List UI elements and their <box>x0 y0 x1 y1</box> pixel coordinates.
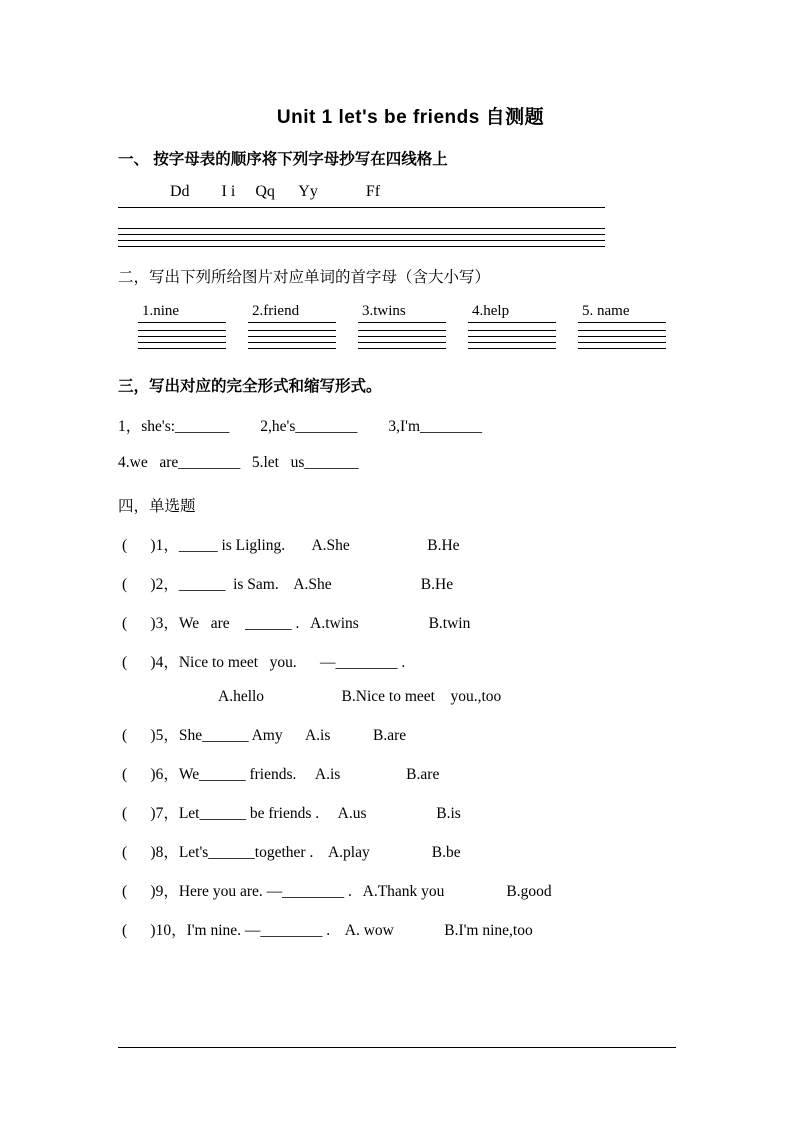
word-label: 1.nine <box>142 303 180 319</box>
section-three-heading: 三，写出对应的完全形式和缩写形式。 <box>118 378 382 395</box>
staff-line <box>138 322 226 323</box>
section-two-heading: 二，写出下列所给图片对应单词的首字母（含大小写） <box>118 269 491 286</box>
question-3: ( )3，We are ______ . A.twins B.twin <box>122 615 471 632</box>
page-title: Unit 1 let's be friends 自测题 <box>276 107 545 128</box>
question-9: ( )9，Here you are. —________ . A.Thank you B.good <box>122 883 552 900</box>
staff-line <box>118 207 605 208</box>
staff-line <box>138 348 226 349</box>
staff-line <box>578 330 666 331</box>
staff-line <box>468 342 556 343</box>
staff-line <box>118 240 605 241</box>
section-three-line-1: 1，she's:_______ 2,he's________ 3,I'm________ <box>118 418 483 435</box>
question-2: ( )2，______ is Sam. A.She B.He <box>122 576 454 593</box>
question-4: ( )4，Nice to meet you. —________ . <box>122 654 406 671</box>
staff-line <box>468 336 556 337</box>
mini-staff <box>468 322 556 348</box>
staff-line <box>358 322 446 323</box>
staff-line <box>578 342 666 343</box>
word-label: 2.friend <box>252 303 300 319</box>
mini-staff <box>358 322 446 348</box>
section-one-letters: Dd I i Qq Yy Ff <box>170 183 381 200</box>
question-10: ( )10，I'm nine. —________ . A. wow B.I'm nine,too <box>122 922 533 939</box>
staff-line <box>248 348 336 349</box>
word-label: 3.twins <box>362 303 406 319</box>
staff-line <box>358 348 446 349</box>
footer-divider <box>118 1047 676 1048</box>
word-item <box>248 303 336 348</box>
section-three-line-2: 4.we are________ 5.let us_______ <box>118 454 359 471</box>
word-item <box>138 303 226 348</box>
staff-line <box>118 228 605 229</box>
section-one-heading: 一、 按字母表的顺序将下列字母抄写在四线格上 <box>118 151 448 168</box>
staff-line <box>358 336 446 337</box>
staff-line <box>138 330 226 331</box>
question-4-options: A.hello B.Nice to meet you.,too <box>218 688 502 705</box>
staff-line <box>578 348 666 349</box>
staff-line <box>358 330 446 331</box>
staff-line <box>468 348 556 349</box>
word-item <box>358 303 446 348</box>
question-5: ( )5，She______ Amy A.is B.are <box>122 727 407 744</box>
staff-line <box>118 234 605 235</box>
staff-line <box>248 330 336 331</box>
word-label: 5. name <box>582 303 630 319</box>
question-7: ( )7，Let______ be friends . A.us B.is <box>122 805 461 822</box>
question-6: ( )6，We______ friends. A.is B.are <box>122 766 440 783</box>
staff-line <box>468 322 556 323</box>
four-line-staff <box>118 207 605 249</box>
staff-line <box>118 246 605 247</box>
mini-staff <box>248 322 336 348</box>
staff-line <box>578 322 666 323</box>
staff-line <box>248 342 336 343</box>
section-four-heading: 四，单选题 <box>118 498 196 515</box>
staff-line <box>138 342 226 343</box>
staff-line <box>138 336 226 337</box>
staff-line <box>248 336 336 337</box>
mini-staff <box>578 322 666 348</box>
word-label: 4.help <box>472 303 510 319</box>
staff-line <box>468 330 556 331</box>
staff-line <box>248 322 336 323</box>
staff-line <box>578 336 666 337</box>
mini-staff <box>138 322 226 348</box>
word-item <box>578 303 666 348</box>
staff-line <box>358 342 446 343</box>
question-1: ( )1，_____ is Ligling. A.She B.He <box>122 537 460 554</box>
word-item <box>468 303 556 348</box>
section-two-words <box>118 303 683 348</box>
question-8: ( )8，Let's______together . A.play B.be <box>122 844 461 861</box>
